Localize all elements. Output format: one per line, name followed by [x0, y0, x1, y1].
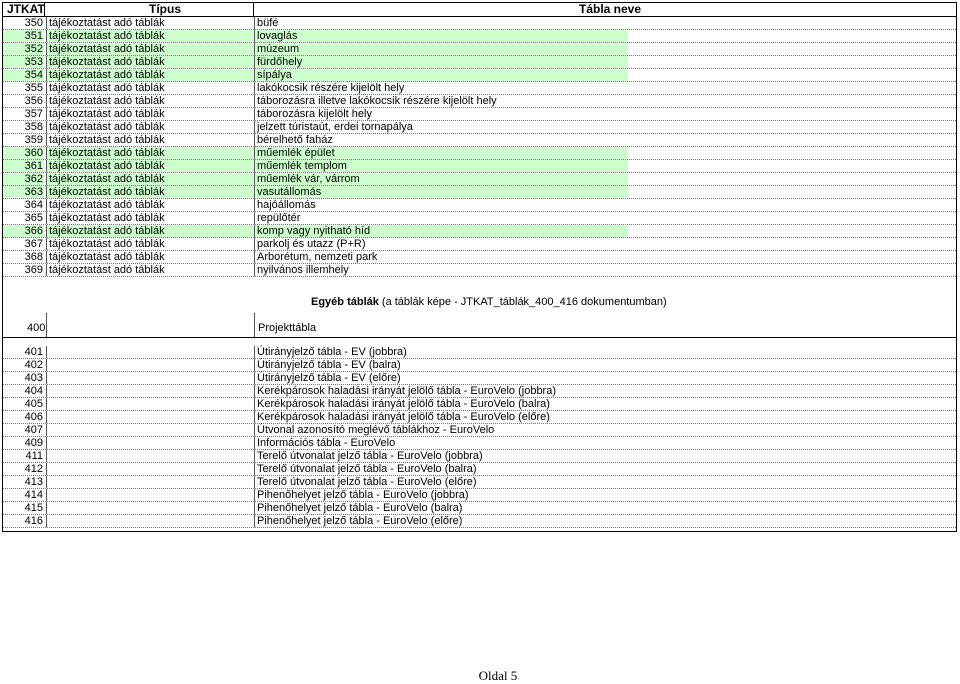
- row-id: [3, 121, 44, 133]
- row-name: bérelhető faház: [254, 134, 628, 146]
- row-type: tájékoztatást adó táblák: [46, 212, 254, 224]
- table-row: [3, 264, 956, 277]
- row-name: lakókocsik részére kijelölt hely: [254, 82, 628, 94]
- row-name: jelzett túristaút, erdei tornapálya: [254, 121, 628, 133]
- row-name: táborozásra illetve lakókocsik részére kijelölt hely: [254, 95, 628, 107]
- row-id-text: 356: [24, 95, 43, 107]
- row-id-text: 353: [24, 56, 43, 68]
- row-type: [46, 346, 254, 358]
- row-type: [46, 437, 254, 449]
- row-id: [3, 160, 44, 172]
- row-id-text: 413: [24, 476, 43, 488]
- row-name: Pihenőhelyet jelző tábla - EuroVelo (balra): [254, 502, 628, 514]
- row-name: Kerékpárosok haladási irányát jelölő tábla - EuroVelo (balra): [254, 398, 628, 410]
- row-id: [3, 264, 44, 276]
- row-id: [3, 173, 44, 185]
- row-type: tájékoztatást adó táblák: [46, 82, 254, 94]
- row-name: Terelő útvonalat jelző tábla - EuroVelo (jobbra): [254, 450, 628, 462]
- row-id-text: 402: [24, 359, 43, 371]
- row-type: tájékoztatást adó táblák: [46, 199, 254, 211]
- header-tabla-neve: Tábla neve: [579, 2, 642, 16]
- row-name: múzeum: [254, 43, 628, 55]
- row-name: sípálya: [254, 69, 628, 81]
- row-id-text: 357: [24, 108, 43, 120]
- row-id-text: 350: [24, 17, 43, 29]
- table-row: [3, 56, 956, 69]
- table-row: [3, 212, 956, 225]
- row-id-text: 352: [24, 43, 43, 55]
- row-type: [46, 489, 254, 501]
- row-id-text: 405: [24, 398, 43, 410]
- table-row: [3, 437, 956, 450]
- table-row: [3, 199, 956, 212]
- table-row: [3, 385, 956, 398]
- row-id: [3, 398, 44, 410]
- row-id: [3, 199, 44, 211]
- row-id: [3, 43, 44, 55]
- row-id-text: 365: [24, 212, 43, 224]
- row-name: Terelő útvonalat jelző tábla - EuroVelo (előre): [254, 476, 628, 488]
- row-id-text: 359: [24, 134, 43, 146]
- table-row: [3, 225, 956, 238]
- table-row: [3, 134, 956, 147]
- row-id: [3, 346, 44, 358]
- row-id-text: 363: [24, 186, 43, 198]
- row-id: [3, 359, 44, 371]
- row-id: [3, 411, 44, 423]
- table-row: [3, 82, 956, 95]
- table-row: [3, 30, 956, 43]
- row-type: tájékoztatást adó táblák: [46, 134, 254, 146]
- row-name: Információs tábla - EuroVelo: [254, 437, 628, 449]
- row-id: [3, 17, 44, 29]
- row-type: [46, 359, 254, 371]
- row-id: [3, 463, 44, 475]
- row-id-text: 362: [24, 173, 43, 185]
- row-id-text: 407: [24, 424, 43, 436]
- row-id: [3, 515, 44, 527]
- table-row: [3, 160, 956, 173]
- note-bold: Egyéb táblák: [311, 296, 379, 308]
- row-type: [46, 450, 254, 462]
- table-row: [3, 173, 956, 186]
- row-type: tájékoztatást adó táblák: [46, 108, 254, 120]
- row-type: tájékoztatást adó táblák: [46, 95, 254, 107]
- row-type: tájékoztatást adó táblák: [46, 251, 254, 263]
- row-id: [3, 95, 44, 107]
- header-divider: [253, 3, 254, 16]
- row-type: tájékoztatást adó táblák: [46, 160, 254, 172]
- table-row: [3, 147, 956, 160]
- row-id: [3, 251, 44, 263]
- row-name: lovaglás: [254, 30, 628, 42]
- row-id-text: 414: [24, 489, 43, 501]
- table-row: [3, 359, 956, 372]
- row-name: büfé: [254, 17, 628, 29]
- row-name: Arborétum, nemzeti park: [254, 251, 628, 263]
- row-name: műemlék épület: [254, 147, 628, 159]
- row-id-text: 360: [24, 147, 43, 159]
- row-name: Útirányjelző tábla - EV (balra): [254, 359, 628, 371]
- divider: [3, 337, 956, 338]
- row-type: [46, 372, 254, 384]
- row-id-text: 358: [24, 121, 43, 133]
- spreadsheet-table: [2, 2, 957, 532]
- table-row: [3, 346, 956, 359]
- row-type: [46, 476, 254, 488]
- header-jtkat: JTKAT: [7, 2, 45, 16]
- row-name: hajóállomás: [254, 199, 628, 211]
- table-row: [3, 489, 956, 502]
- row-id-text: 415: [24, 502, 43, 514]
- row-id-text: 404: [24, 385, 43, 397]
- row-id: [3, 489, 44, 501]
- table-header: [3, 3, 956, 17]
- row-id: [3, 134, 44, 146]
- page-footer: [0, 668, 960, 684]
- row-id: [3, 82, 44, 94]
- row-type: tájékoztatást adó táblák: [46, 238, 254, 250]
- row-type: [46, 398, 254, 410]
- row-id-text: 403: [24, 372, 43, 384]
- row-id-text: 406: [24, 411, 43, 423]
- row-type: tájékoztatást adó táblák: [46, 173, 254, 185]
- row-id-text: 367: [24, 238, 43, 250]
- row-name: vasutállomás: [254, 186, 628, 198]
- table-row-400: [3, 313, 956, 337]
- row-id: [3, 385, 44, 397]
- row-name: táborozásra kijelölt hely: [254, 108, 628, 120]
- table-row: [3, 502, 956, 515]
- row-name: Terelő útvonalat jelző tábla - EuroVelo (balra): [254, 463, 628, 475]
- row-id: [3, 225, 44, 237]
- row-id-text: 412: [24, 463, 43, 475]
- table-row: [3, 372, 956, 385]
- page-number: Oldal 5: [478, 668, 518, 683]
- row-type: tájékoztatást adó táblák: [46, 264, 254, 276]
- row-name: Útirányjelző tábla - EV (előre): [254, 372, 628, 384]
- table-row: [3, 515, 956, 528]
- table-row: [3, 121, 956, 134]
- row-name: Útvonal azonosító meglévő táblákhoz - EuroVelo: [254, 424, 628, 436]
- row-name: fürdőhely: [254, 56, 628, 68]
- row-id-text: 351: [24, 30, 43, 42]
- header-tipus: Típus: [149, 2, 181, 16]
- row-name: komp vagy nyitható híd: [254, 225, 628, 237]
- row-type: [46, 411, 254, 423]
- row-id-text: 364: [24, 199, 43, 211]
- table-row: [3, 251, 956, 264]
- row-id: [3, 108, 44, 120]
- row-type: tájékoztatást adó táblák: [46, 147, 254, 159]
- row-name: műemlék templom: [254, 160, 628, 172]
- table-row: [3, 95, 956, 108]
- row-id: [3, 424, 44, 436]
- table-row: [3, 69, 956, 82]
- row-type: tájékoztatást adó táblák: [46, 56, 254, 68]
- row-id-text: 409: [24, 437, 43, 449]
- row-name: nyilvános illemhely: [254, 264, 628, 276]
- header-divider: [44, 3, 45, 16]
- table-row: [3, 43, 956, 56]
- row-id-text: 354: [24, 69, 43, 81]
- row-name: Kerékpárosok haladási irányát jelölő tábla - EuroVelo (jobbra): [254, 385, 628, 397]
- row-name: műemlék vár, várrom: [254, 173, 628, 185]
- row-id-text: 411: [25, 450, 43, 462]
- row-type: [46, 502, 254, 514]
- table-row: [3, 411, 956, 424]
- row-name: parkolj és utazz (P+R): [254, 238, 628, 250]
- row-id: [3, 56, 44, 68]
- row-id: [3, 437, 44, 449]
- row-id: [3, 30, 44, 42]
- row-id-text: 366: [24, 225, 43, 237]
- row-id-text: 368: [24, 251, 43, 263]
- row-id-text: 401: [24, 346, 43, 358]
- row-id: [3, 502, 44, 514]
- table-row: [3, 186, 956, 199]
- table-row: [3, 450, 956, 463]
- row-name: Kerékpárosok haladási irányát jelölő tábla - EuroVelo (előre): [254, 411, 628, 423]
- table-row: [3, 476, 956, 489]
- row-type: [46, 385, 254, 397]
- row-id: [3, 450, 44, 462]
- row-type: tájékoztatást adó táblák: [46, 121, 254, 133]
- row-id-text: 416: [24, 515, 43, 527]
- row-name: [254, 313, 317, 337]
- row-name: Útirányjelző tábla - EV (jobbra): [254, 346, 628, 358]
- table-row: [3, 108, 956, 121]
- row-name: Pihenőhelyet jelző tábla - EuroVelo (előre): [254, 515, 628, 527]
- row-id: [3, 476, 44, 488]
- row-id-text: 361: [24, 160, 43, 172]
- row-type: [46, 463, 254, 475]
- row-type: tájékoztatást adó táblák: [46, 69, 254, 81]
- table-row: [3, 463, 956, 476]
- row-name-text: Projekttábla: [258, 322, 317, 334]
- row-id: [3, 186, 44, 198]
- row-id-text: 369: [24, 264, 43, 276]
- row-id: [3, 69, 44, 81]
- table-row: [3, 238, 956, 251]
- row-type: tájékoztatást adó táblák: [46, 17, 254, 29]
- row-id: 400: [27, 322, 46, 334]
- row-type: [46, 424, 254, 436]
- row-type: tájékoztatást adó táblák: [46, 186, 254, 198]
- row-id: [3, 212, 44, 224]
- row-id: [3, 238, 44, 250]
- row-id: [3, 372, 44, 384]
- row-name: repülőtér: [254, 212, 628, 224]
- row-type: tájékoztatást adó táblák: [46, 43, 254, 55]
- note-text: (a táblák képe - JTKAT_táblák_400_416 dokumentumban): [378, 296, 667, 308]
- row-type: tájékoztatást adó táblák: [46, 225, 254, 237]
- row-type: [46, 515, 254, 527]
- row-type-empty: [46, 313, 47, 337]
- row-name: Pihenőhelyet jelző tábla - EuroVelo (jobbra): [254, 489, 628, 501]
- row-id: [3, 147, 44, 159]
- row-id-text: 355: [24, 82, 43, 94]
- section-note: [311, 296, 667, 309]
- row-type: tájékoztatást adó táblák: [46, 30, 254, 42]
- table-row: [3, 398, 956, 411]
- table-row: [3, 424, 956, 437]
- table-row: [3, 17, 956, 30]
